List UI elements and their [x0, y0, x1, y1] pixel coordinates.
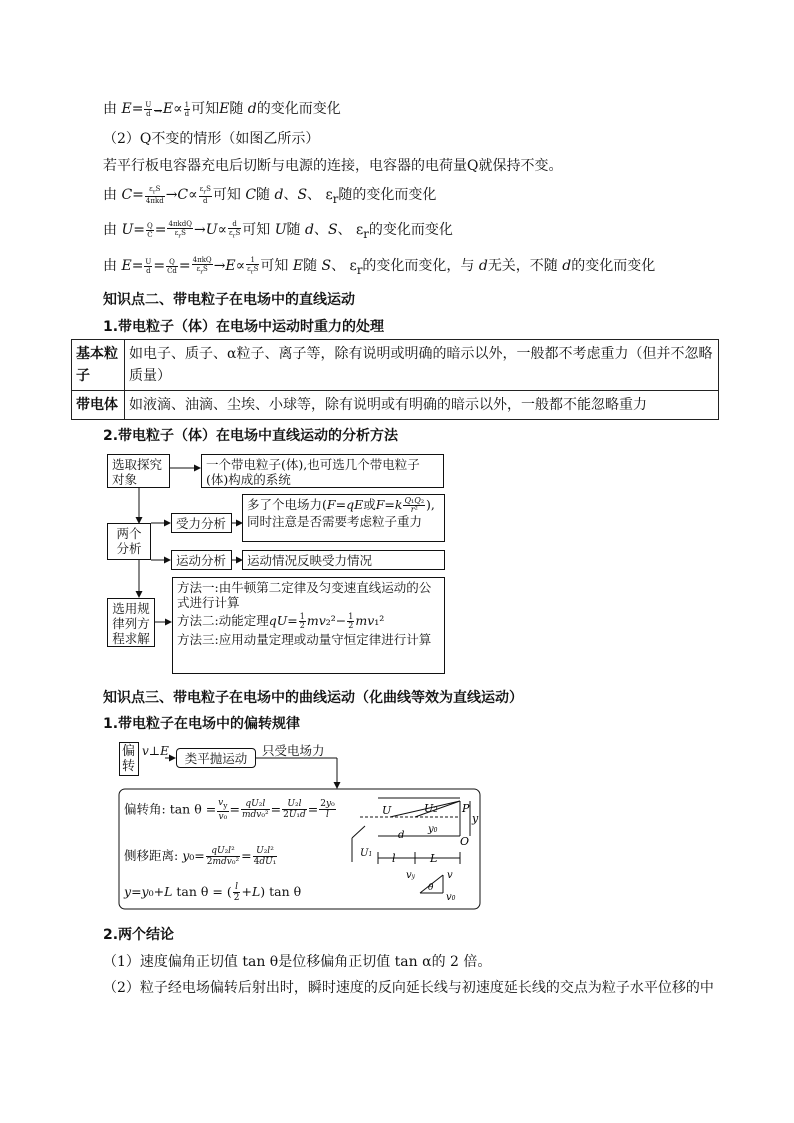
- table-cell: 如电子、质子、α粒子、离子等，除有说明或明确的暗示以外，一般都不考虑重力（但并不忽略质量）: [125, 340, 719, 391]
- deflect-y-formula: y=y₀+L tan θ = ( $\frac{l}{2}$ +L) tan θ: [124, 882, 302, 903]
- conclusions-title: 2.两个结论: [103, 927, 175, 943]
- two-analysis-box: 两个分析: [107, 523, 151, 560]
- section3-sub1: 1.带电粒子在电场中的偏转规律: [103, 716, 301, 732]
- formula-line-e: 由 E= $\frac{U}{d}$ = $\frac{Q}{Cd}$ = $\frac{\text{4πkQ}}{\varepsilon_rS}$ →E∝ $\frac{1}{\varepsilon_rS}$ 可知 E随 S、 $\varepsilon_r$的变化而变化，与 d无关，不随 d的变化而变化: [103, 255, 656, 277]
- table-cell: 如液滴、油滴、尘埃、小球等，除有说明或有明确的暗示以外，一般都不能忽略重力: [125, 391, 719, 420]
- deflect-disp-formula: 侧移距离: y₀= $\frac{\text{qU₂l²}}{\text{2mdv₀²}}$ = $\frac{\text{U₂l²}}{\text{4dU₁}}$: [124, 846, 277, 867]
- svg-text:vy: vy: [406, 870, 416, 881]
- conclusion-1: （1）速度偏角正切值 tan θ是位移偏角正切值 tan α的 2 倍。: [103, 954, 492, 970]
- case2-title: （2）Q不变的情形（如图乙所示）: [103, 131, 320, 147]
- table-head: 带电体: [72, 391, 125, 420]
- method-3: 方法三:应用动量定理或动量守恒定律进行计算: [177, 632, 432, 647]
- select-law-box: 选用规律列方程求解: [107, 598, 155, 647]
- deflect-angle-formula: 偏转角: tan θ = $\frac{v_y}{\text{v₀}}$ = $\frac{\text{qU₂l}}{\text{mdv₀²}}$ = $\frac{\text{U₂l}}{\text{2U₁d}}$ = $\frac{\text{2y₀}}{l}$: [124, 798, 335, 822]
- section2-title: 知识点二、带电粒子在电场中的直线运动: [103, 292, 355, 308]
- force-analysis-desc: 多了个电场力(F=qE或F=k $\frac{\text{Q₁Q₂}}{\text{r²}}$ ), 同时注意是否需要考虑粒子重力: [242, 494, 445, 542]
- svg-text:P: P: [462, 802, 470, 815]
- motion-analysis-desc: 运动情况反映受力情况: [242, 550, 445, 570]
- deflect-only-field: 只受电场力: [262, 743, 325, 758]
- svg-text:v0: v0: [446, 892, 456, 903]
- section2-sub1: 1.带电粒子（体）在电场中运动时重力的处理: [103, 319, 385, 335]
- select-object-box: 选取探究对象: [107, 454, 170, 488]
- svg-text:U1: U1: [360, 848, 373, 859]
- method-2: 方法二:动能定理qU= $\frac{1}{2}$ mv₂²− $\frac{1}{2}$ mv₁²: [177, 612, 385, 630]
- svg-text:θ: θ: [428, 883, 434, 893]
- force-analysis-box: 受力分析: [171, 513, 232, 533]
- formula-line-c: 由 C= $\frac{\varepsilon_rS}{\text{4πkd}}$ →C∝ $\frac{\varepsilon_rS}{d}$ 可知 C随 d、S、 $\varepsilon_r$随的变化而变化: [103, 184, 437, 206]
- select-object-desc: 一个带电粒子(体),也可选几个带电粒子(体)构成的系统: [201, 454, 444, 488]
- svg-text:U: U: [382, 804, 392, 817]
- svg-text:v: v: [447, 870, 453, 881]
- deflect-condition: v⊥E: [142, 744, 169, 758]
- formula-line-u: 由 U= $\frac{Q}{C}$ = $\frac{\text{4πkdQ}}{\varepsilon_rS}$ →U∝ $\frac{d}{\varepsilon_rS}$ 可知 U随 d、S、 $\varepsilon_r$的变化而变化: [103, 219, 453, 241]
- svg-text:l: l: [392, 852, 396, 865]
- formula-line-e-u: 由 E= $\frac{U}{d}$ → E∝ $\frac{1}{d}$ 可知E随 d的变化而变化: [103, 100, 341, 118]
- svg-text:O: O: [460, 835, 470, 848]
- svg-text:L: L: [430, 852, 438, 865]
- deflect-motion-box: 类平抛运动: [176, 748, 256, 768]
- table-head: 基本粒子: [72, 340, 125, 391]
- svg-text:y0: y0: [428, 824, 438, 835]
- svg-text:U2: U2: [424, 802, 438, 815]
- deflect-tag: 偏转: [119, 742, 139, 776]
- case2-desc: 若平行板电容器充电后切断与电源的连接，电容器的电荷量Q就保持不变。: [103, 158, 563, 174]
- svg-text:d: d: [398, 830, 405, 841]
- conclusion-2: （2）粒子经电场偏转后射出时，瞬时速度的反向延长线与初速度延长线的交点为粒子水平位移的中: [103, 980, 714, 996]
- svg-text:y: y: [472, 812, 479, 825]
- method-1: 方法一:由牛顿第二定律及匀变速直线运动的公式进行计算: [177, 580, 432, 610]
- motion-analysis-box: 运动分析: [171, 550, 232, 570]
- section3-title: 知识点三、带电粒子在电场中的曲线运动（化曲线等效为直线运动）: [103, 690, 523, 706]
- section2-sub2: 2.带电粒子（体）在电场中直线运动的分析方法: [103, 428, 399, 444]
